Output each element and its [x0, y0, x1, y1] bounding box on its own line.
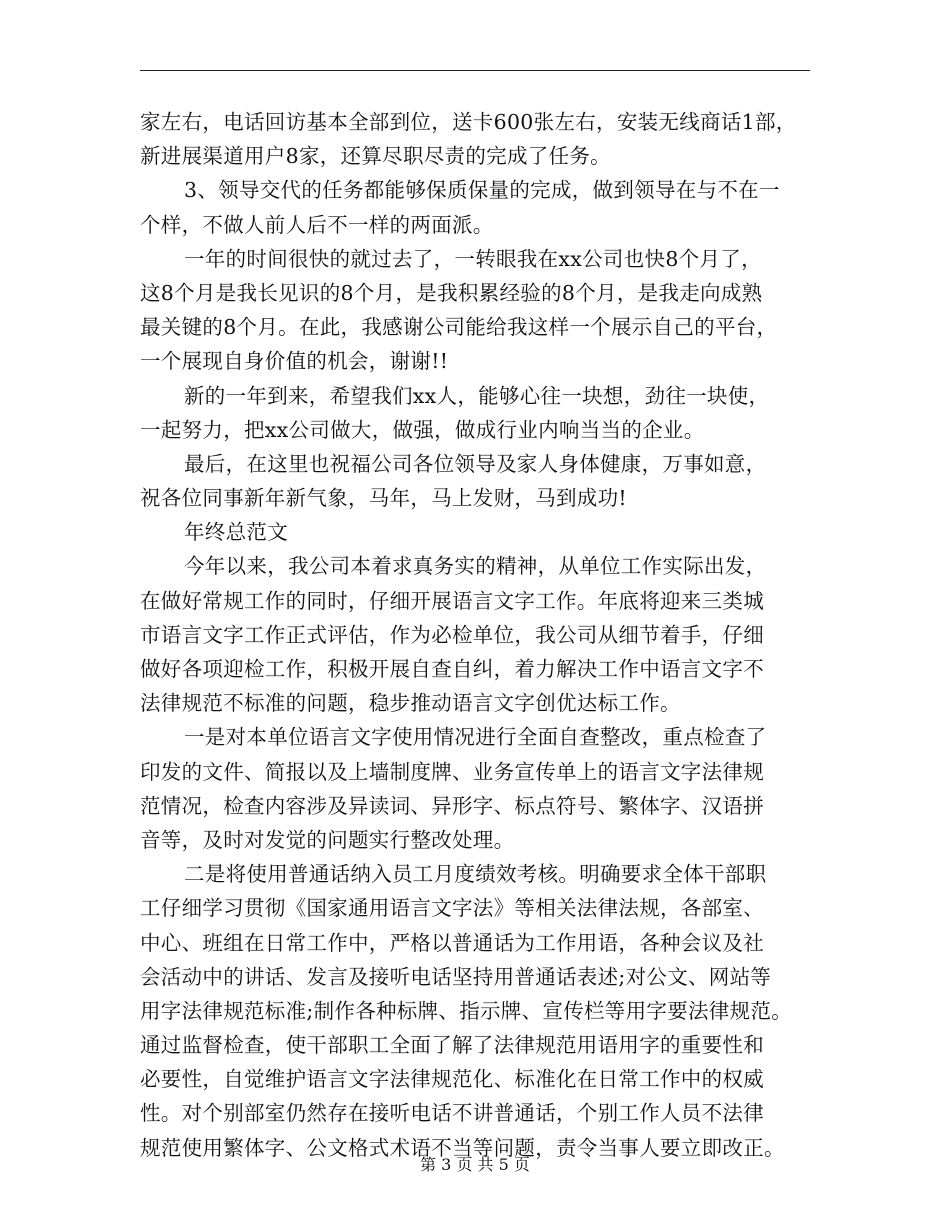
text-line: 法律规范不标准的问题，稳步推动语言文字创优达标工作。: [140, 691, 681, 716]
text-line: 祝各位同事新年新气象，马年，马上发财，马到成功!: [140, 486, 627, 511]
text-line: 年终总范文: [184, 520, 288, 545]
text-line: 今年以来，我公司本着求真务实的精神，从单位工作实际出发，: [184, 554, 767, 579]
text-line: 工仔细学习贯彻《国家通用语言文字法》等相关法律法规，各部室、: [140, 896, 764, 921]
text-line: 家左右，电话回访基本全部到位，送卡600张左右，安装无线商话1部，: [140, 110, 797, 134]
text-line: 印发的文件、简报以及上墙制度牌、业务宣传单上的语言文字法律规: [140, 759, 764, 784]
text-line: 最关键的8个月。在此，我感谢公司能给我这样一个展示自己的平台，: [140, 315, 778, 340]
text-line: 一起努力，把xx公司做大，做强，做成行业内响当当的企业。: [140, 417, 705, 442]
text-line: 做好各项迎检工作，积极开展自查自纠，着力解决工作中语言文字不: [140, 657, 764, 681]
text-line: 会活动中的讲话、发言及接听电话坚持用普通话表述;对公文、网站等: [140, 964, 772, 989]
text-line: 中心、班组在日常工作中，严格以普通话为工作用语，各种会议及社: [140, 930, 764, 955]
text-line: 一年的时间很快的就过去了，一转眼我在xx公司也快8个月了，: [184, 246, 762, 271]
text-line: 用字法律规范标准;制作各种标牌、指示牌、宣传栏等用字要法律规范。: [140, 998, 793, 1023]
text-line: 最后，在这里也祝福公司各位领导及家人身体健康，万事如意，: [184, 451, 767, 476]
text-line: 一个展现自身价值的机会，谢谢!!: [140, 349, 449, 374]
page-footer: 第 3 页 共 5 页: [420, 1155, 530, 1174]
text-line: 3、领导交代的任务都能够保质保量的完成，做到领导在与不在一: [184, 178, 780, 203]
text-line: 新的一年到来，希望我们xx人，能够心往一块想，劲往一块使，: [184, 383, 770, 408]
text-line: 在做好常规工作的同时，仔细开展语言文字工作。年底将迎来三类城: [140, 588, 764, 613]
text-line: 规范使用繁体字、公文格式术语不当等问题，责令当事人要立即改正。: [140, 1135, 785, 1160]
header-rule: [140, 70, 810, 71]
text-line: 必要性，自觉维护语言文字法律规范化、标准化在日常工作中的权威: [140, 1067, 764, 1092]
text-line: 性。对个别部室仍然存在接听电话不讲普通话，个别工作人员不法律: [140, 1101, 764, 1126]
text-line: 二是将使用普通话纳入员工月度绩效考核。明确要求全体干部职: [184, 862, 767, 887]
text-line: 新进展渠道用户8家，还算尽职尽责的完成了任务。: [140, 144, 611, 169]
text-line: 范情况，检查内容涉及异读词、异形字、标点符号、繁体字、汉语拼: [140, 793, 764, 818]
text-line: 这8个月是我长见识的8个月，是我积累经验的8个月，是我走向成熟: [140, 280, 763, 305]
text-line: 通过监督检查，使干部职工全面了解了法律规范用语用字的重要性和: [140, 1033, 764, 1058]
text-line: 市语言文字工作正式评估，作为必检单位，我公司从细节着手，仔细: [140, 622, 764, 647]
text-line: 个样，不做人前人后不一样的两面派。: [140, 212, 494, 237]
text-line: 音等，及时对发觉的问题实行整改处理。: [140, 827, 515, 852]
document-body: [140, 105, 820, 1165]
text-line: 一是对本单位语言文字使用情况进行全面自查整改，重点检查了: [184, 725, 767, 750]
